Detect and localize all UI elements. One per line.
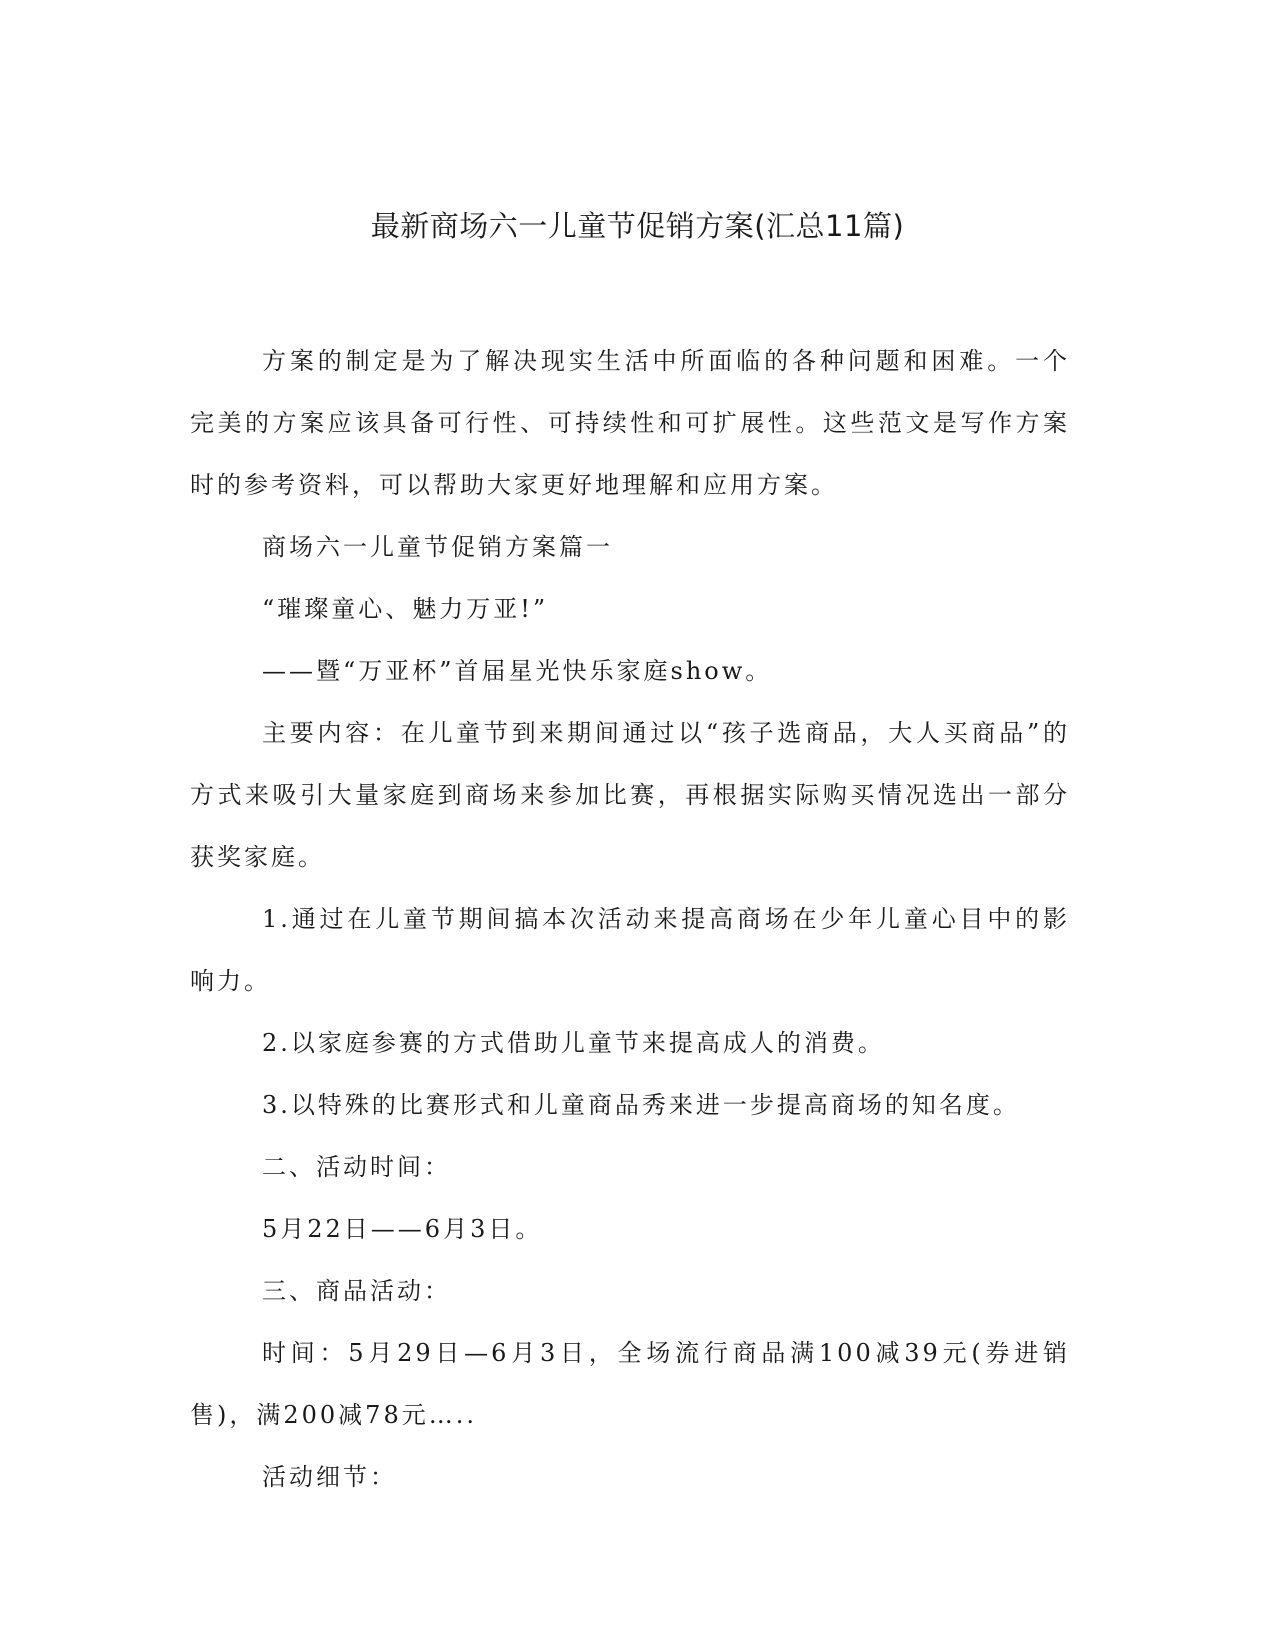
- slogan-line: “璀璨童心、魅力万亚!”: [262, 595, 549, 623]
- section-heading-product-activity: 三、商品活动：: [262, 1277, 451, 1305]
- goal-item-1: 1.通过在儿童节期间搞本次活动来提高商场在少年儿童心目中的影响力。: [190, 905, 1070, 995]
- section-heading-part-one: 商场六一儿童节促销方案篇一: [262, 533, 613, 561]
- main-content-paragraph: 主要内容：在儿童节到来期间通过以“孩子选商品，大人买商品”的方式来吸引大量家庭到商场来参加比赛，再根据实际购买情况选出一部分获奖家庭。: [190, 719, 1070, 871]
- product-activity-details: 时间：5月29日—6月3日，全场流行商品满100减39元(券进销售)，满200减78元…..: [190, 1339, 1070, 1429]
- goal-item-3: 3.以特殊的比赛形式和儿童商品秀来进一步提高商场的知名度。: [262, 1091, 1020, 1119]
- event-subtitle: ——暨“万亚杯”首届星光快乐家庭show。: [262, 657, 773, 685]
- document-body: [190, 330, 1070, 1508]
- activity-details-heading: 活动细节：: [262, 1463, 397, 1491]
- activity-date-range: 5月22日——6月3日。: [262, 1215, 543, 1243]
- section-heading-activity-time: 二、活动时间：: [262, 1153, 451, 1181]
- goal-item-2: 2.以家庭参赛的方式借助儿童节来提高成人的消费。: [262, 1029, 885, 1057]
- intro-paragraph: 方案的制定是为了解决现实生活中所面临的各种问题和困难。一个完美的方案应该具备可行性、可持续性和可扩展性。这些范文是写作方案时的参考资料，可以帮助大家更好地理解和应用方案。: [190, 347, 1070, 499]
- document-title: 最新商场六一儿童节促销方案(汇总11篇): [370, 209, 905, 243]
